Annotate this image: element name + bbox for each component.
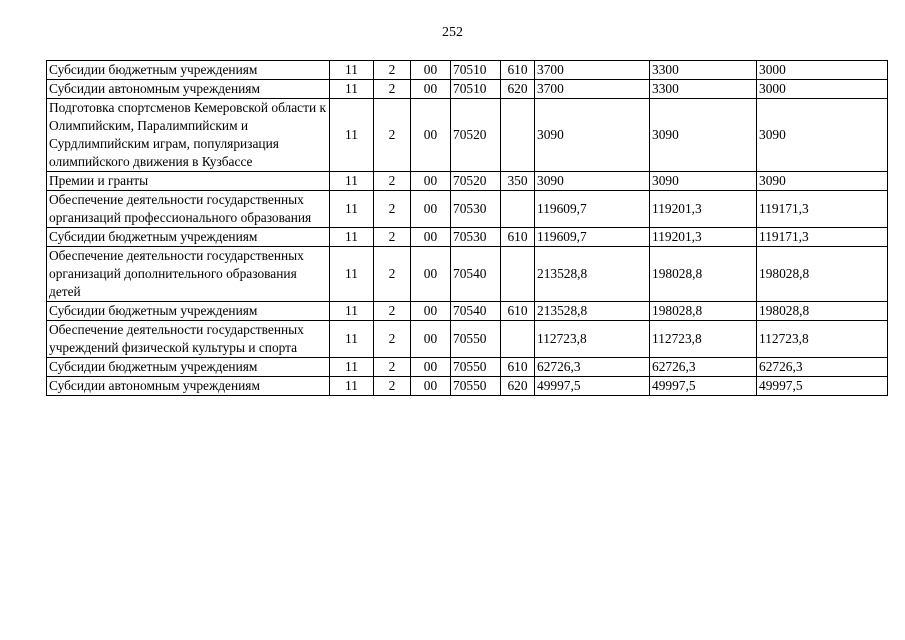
subsection-code-cell: 2 (374, 302, 411, 321)
table-row (47, 228, 888, 247)
table-row (47, 61, 888, 80)
row-name-cell: Обеспечение деятельности государственных учреждений физической культуры и спорта (47, 321, 330, 358)
target-code-cell: 70550 (451, 321, 501, 358)
table-row (47, 377, 888, 396)
section-code-cell: 11 (330, 80, 374, 99)
amount-year1-cell: 3700 (535, 61, 650, 80)
amount-year2-cell: 119201,3 (650, 191, 757, 228)
section-code-cell: 11 (330, 247, 374, 302)
program-code-cell: 00 (411, 99, 451, 172)
expense-type-cell: 610 (501, 61, 535, 80)
table-row (47, 247, 888, 302)
row-name-cell: Субсидии бюджетным учреждениям (47, 61, 330, 80)
amount-year1-cell: 62726,3 (535, 358, 650, 377)
amount-year1-cell: 119609,7 (535, 191, 650, 228)
amount-year3-cell: 3000 (757, 80, 888, 99)
section-code-cell: 11 (330, 358, 374, 377)
amount-year2-cell: 3090 (650, 172, 757, 191)
subsection-code-cell: 2 (374, 247, 411, 302)
table-row (47, 99, 888, 172)
amount-year2-cell: 119201,3 (650, 228, 757, 247)
target-code-cell: 70550 (451, 358, 501, 377)
target-code-cell: 70540 (451, 302, 501, 321)
subsection-code-cell: 2 (374, 80, 411, 99)
amount-year3-cell: 112723,8 (757, 321, 888, 358)
row-name-cell: Подготовка спортсменов Кемеровской области к Олимпийским, Паралимпийским и Сурдлимпийским играм, популяризация олимпийского движения в Кузбассе (47, 99, 330, 172)
table-row (47, 358, 888, 377)
amount-year1-cell: 213528,8 (535, 302, 650, 321)
section-code-cell: 11 (330, 302, 374, 321)
section-code-cell: 11 (330, 377, 374, 396)
amount-year3-cell: 3090 (757, 99, 888, 172)
row-name-cell: Обеспечение деятельности государственных организаций профессионального образования (47, 191, 330, 228)
target-code-cell: 70530 (451, 191, 501, 228)
expense-type-cell (501, 99, 535, 172)
amount-year1-cell: 3090 (535, 99, 650, 172)
program-code-cell: 00 (411, 302, 451, 321)
expense-type-cell: 610 (501, 228, 535, 247)
amount-year1-cell: 49997,5 (535, 377, 650, 396)
section-code-cell: 11 (330, 191, 374, 228)
amount-year2-cell: 198028,8 (650, 247, 757, 302)
expense-type-cell: 610 (501, 358, 535, 377)
amount-year2-cell: 49997,5 (650, 377, 757, 396)
expense-type-cell: 620 (501, 80, 535, 99)
row-name-cell: Субсидии бюджетным учреждениям (47, 358, 330, 377)
amount-year1-cell: 112723,8 (535, 321, 650, 358)
amount-year1-cell: 119609,7 (535, 228, 650, 247)
row-name-cell: Субсидии автономным учреждениям (47, 377, 330, 396)
amount-year2-cell: 112723,8 (650, 321, 757, 358)
amount-year2-cell: 3300 (650, 80, 757, 99)
subsection-code-cell: 2 (374, 172, 411, 191)
amount-year2-cell: 3300 (650, 61, 757, 80)
section-code-cell: 11 (330, 61, 374, 80)
expense-type-cell: 610 (501, 302, 535, 321)
program-code-cell: 00 (411, 191, 451, 228)
amount-year2-cell: 62726,3 (650, 358, 757, 377)
section-code-cell: 11 (330, 321, 374, 358)
row-name-cell: Субсидии автономным учреждениям (47, 80, 330, 99)
program-code-cell: 00 (411, 172, 451, 191)
row-name-cell: Премии и гранты (47, 172, 330, 191)
amount-year3-cell: 3090 (757, 172, 888, 191)
amount-year2-cell: 198028,8 (650, 302, 757, 321)
subsection-code-cell: 2 (374, 61, 411, 80)
page-number: 252 (442, 25, 463, 40)
program-code-cell: 00 (411, 80, 451, 99)
target-code-cell: 70540 (451, 247, 501, 302)
program-code-cell: 00 (411, 321, 451, 358)
expense-type-cell (501, 191, 535, 228)
table-row (47, 321, 888, 358)
row-name-cell: Субсидии бюджетным учреждениям (47, 302, 330, 321)
amount-year2-cell: 3090 (650, 99, 757, 172)
amount-year1-cell: 3090 (535, 172, 650, 191)
expense-type-cell (501, 321, 535, 358)
table-row (47, 302, 888, 321)
table-row (47, 191, 888, 228)
subsection-code-cell: 2 (374, 321, 411, 358)
program-code-cell: 00 (411, 247, 451, 302)
amount-year3-cell: 119171,3 (757, 191, 888, 228)
target-code-cell: 70530 (451, 228, 501, 247)
amount-year3-cell: 198028,8 (757, 302, 888, 321)
table-row (47, 80, 888, 99)
section-code-cell: 11 (330, 172, 374, 191)
amount-year3-cell: 62726,3 (757, 358, 888, 377)
subsection-code-cell: 2 (374, 358, 411, 377)
amount-year1-cell: 3700 (535, 80, 650, 99)
program-code-cell: 00 (411, 358, 451, 377)
subsection-code-cell: 2 (374, 191, 411, 228)
expense-type-cell: 620 (501, 377, 535, 396)
target-code-cell: 70520 (451, 172, 501, 191)
section-code-cell: 11 (330, 228, 374, 247)
budget-table (46, 60, 888, 396)
target-code-cell: 70510 (451, 80, 501, 99)
amount-year1-cell: 213528,8 (535, 247, 650, 302)
subsection-code-cell: 2 (374, 228, 411, 247)
expense-type-cell (501, 247, 535, 302)
amount-year3-cell: 49997,5 (757, 377, 888, 396)
expense-type-cell: 350 (501, 172, 535, 191)
amount-year3-cell: 119171,3 (757, 228, 888, 247)
budget-table-body (47, 61, 888, 396)
program-code-cell: 00 (411, 61, 451, 80)
target-code-cell: 70550 (451, 377, 501, 396)
row-name-cell: Субсидии бюджетным учреждениям (47, 228, 330, 247)
target-code-cell: 70510 (451, 61, 501, 80)
subsection-code-cell: 2 (374, 99, 411, 172)
row-name-cell: Обеспечение деятельности государственных организаций дополнительного образования детей (47, 247, 330, 302)
program-code-cell: 00 (411, 228, 451, 247)
target-code-cell: 70520 (451, 99, 501, 172)
program-code-cell: 00 (411, 377, 451, 396)
subsection-code-cell: 2 (374, 377, 411, 396)
section-code-cell: 11 (330, 99, 374, 172)
amount-year3-cell: 198028,8 (757, 247, 888, 302)
amount-year3-cell: 3000 (757, 61, 888, 80)
table-row (47, 172, 888, 191)
